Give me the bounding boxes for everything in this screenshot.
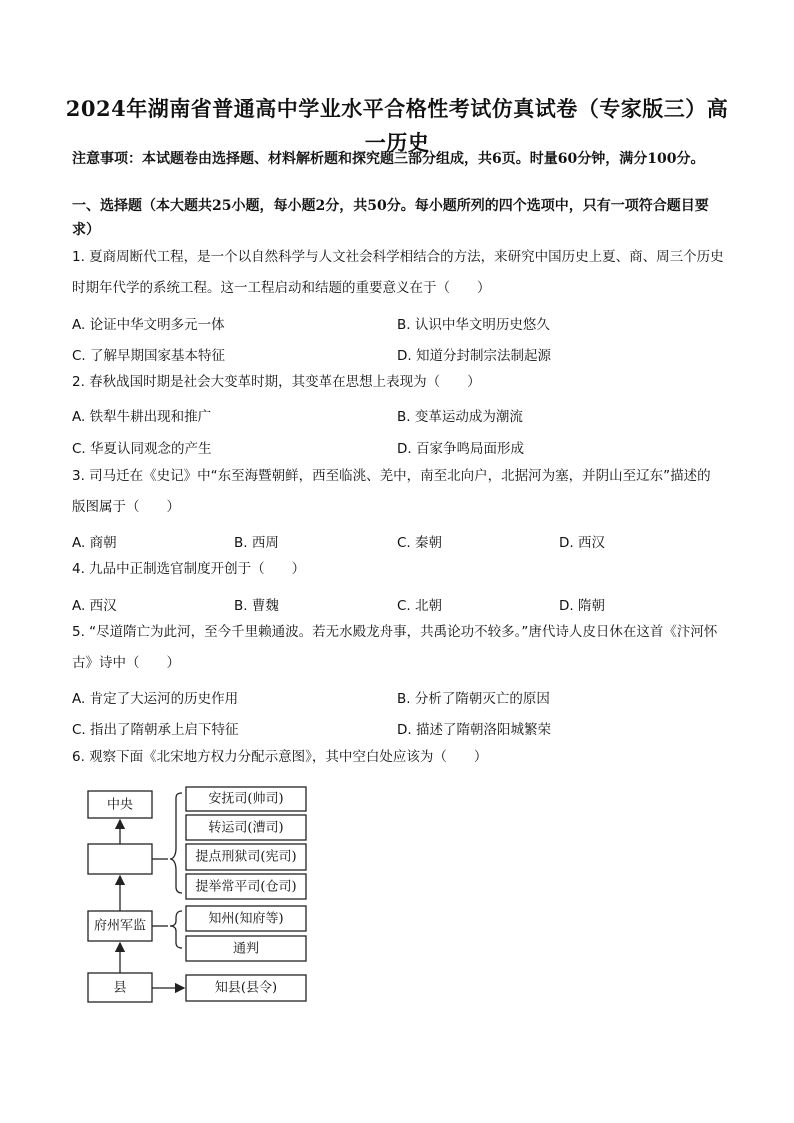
section-heading: 一、选择题（本大题共25小题，每小题2分，共50分。每小题所列的四个选项中，只有一项符合题目要求） — [72, 198, 709, 238]
q4-option-a[interactable]: A. 西汉 — [72, 598, 117, 614]
question-5-stem: 5. “尽道隋亡为此河，至今千里赖通波。若无水殿龙舟事，共禹论功不较多。”唐代诗人皮日休在这首《汴河怀古》诗中（ ） — [72, 624, 718, 671]
circuit-office-2: 转运司(漕司) — [208, 820, 284, 836]
q5-option-a[interactable]: A. 肯定了大运河的历史作用 — [72, 691, 239, 707]
circuit-office-1: 安抚司(帅司) — [208, 791, 284, 807]
question-4-stem: 4. 九品中正制选官制度开创于（ ） — [72, 561, 306, 577]
circuit-office-4: 提举常平司(仓司) — [195, 879, 297, 895]
q2-option-c[interactable]: C. 华夏认同观念的产生 — [72, 441, 212, 457]
prefecture-office-1: 知州(知府等) — [208, 911, 284, 927]
q2-option-b[interactable]: B. 变革运动成为潮流 — [397, 409, 523, 425]
q3-option-d[interactable]: D. 西汉 — [559, 535, 605, 551]
q1-option-c[interactable]: C. 了解早期国家基本特征 — [72, 348, 226, 364]
q1-option-d[interactable]: D. 知道分封制宗法制起源 — [397, 348, 551, 364]
county-label: 县 — [113, 980, 127, 996]
q5-option-c[interactable]: C. 指出了隋朝承上启下特征 — [72, 722, 239, 738]
q4-option-c[interactable]: C. 北朝 — [397, 598, 443, 614]
q3-option-c[interactable]: C. 秦朝 — [397, 535, 443, 551]
q4-option-d[interactable]: D. 隋朝 — [559, 598, 605, 614]
question-6-stem: 6. 观察下面《北宋地方权力分配示意图》，其中空白处应该为（ ） — [72, 749, 488, 765]
exam-notice: 注意事项：本试题卷由选择题、材料解析题和探究题三部分组成，共6页。时量60分钟，满分100分。 — [72, 151, 705, 167]
question-2-stem: 2. 春秋战国时期是社会大变革时期，其变革在思想上表现为（ ） — [72, 374, 481, 390]
q1-option-a[interactable]: A. 论证中华文明多元一体 — [72, 317, 225, 333]
question-1-stem: 1. 夏商周断代工程，是一个以自然科学与人文社会科学相结合的方法，来研究中国历史上夏、商、周三个历史时期年代学的系统工程。这一工程启动和结题的重要意义在于（ ） — [72, 249, 724, 296]
q2-option-d[interactable]: D. 百家争鸣局面形成 — [397, 441, 524, 457]
song-power-diagram — [82, 780, 322, 1010]
page-title: 2024年湖南省普通高中学业水平合格性考试仿真试卷（专家版三）高一历史 — [65, 96, 729, 155]
prefecture-label: 府州军监 — [93, 918, 147, 934]
circuit-office-3: 提点刑狱司(宪司) — [195, 849, 297, 865]
central-label: 中央 — [106, 797, 134, 813]
q3-option-a[interactable]: A. 商朝 — [72, 535, 117, 551]
q4-option-b[interactable]: B. 曹魏 — [234, 598, 279, 614]
q5-option-b[interactable]: B. 分析了隋朝灭亡的原因 — [397, 691, 550, 707]
prefecture-office-2: 通判 — [232, 941, 260, 957]
q3-option-b[interactable]: B. 西周 — [234, 535, 279, 551]
q1-option-b[interactable]: B. 认识中华文明历史悠久 — [397, 317, 550, 333]
q2-option-a[interactable]: A. 铁犁牛耕出现和推广 — [72, 409, 212, 425]
blank-box — [88, 844, 152, 874]
q5-option-d[interactable]: D. 描述了隋朝洛阳城繁荣 — [397, 722, 551, 738]
question-3-stem: 3. 司马迁在《史记》中“东至海暨朝鲜，西至临洮、羌中，南至北向户，北据河为塞，并阴山至辽东”描述的版图属于（ ） — [72, 468, 711, 515]
county-office: 知县(县令) — [214, 980, 278, 996]
